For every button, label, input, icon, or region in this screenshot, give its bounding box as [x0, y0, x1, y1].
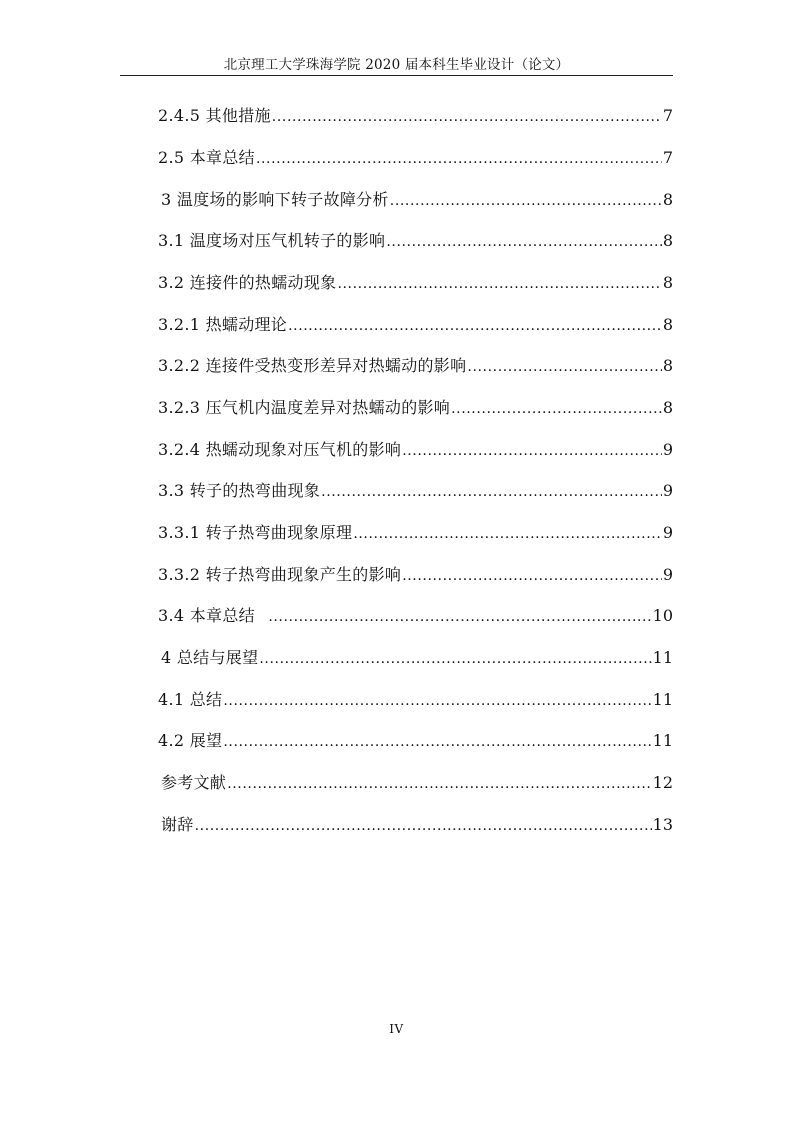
toc-entry[interactable]	[161, 771, 673, 795]
toc-entry-page: 9	[662, 565, 673, 584]
toc-entry[interactable]	[158, 604, 673, 628]
toc-entry-page: 7	[662, 148, 673, 167]
toc-entry-title: 3.2 连接件的热蠕动现象	[158, 273, 337, 292]
toc-entry-page: 8	[662, 273, 673, 292]
toc-dot-leader	[386, 230, 661, 254]
toc-entry-title: 3 温度场的影响下转子故障分析	[161, 190, 389, 209]
toc-dot-leader	[337, 272, 661, 296]
toc-dot-leader	[353, 522, 662, 546]
toc-entry-title: 3.1 温度场对压气机转子的影响	[158, 231, 386, 250]
toc-entry-page: 8	[662, 190, 673, 209]
toc-entry-page: 11	[652, 731, 673, 750]
toc-entry-title: 3.3 转子的热弯曲现象	[158, 481, 321, 500]
toc-dot-leader	[272, 105, 662, 129]
toc-entry-title: 2.4.5 其他措施	[158, 106, 271, 125]
toc-dot-leader	[402, 564, 662, 588]
toc-entry[interactable]	[158, 396, 673, 420]
toc-entry[interactable]	[158, 438, 673, 462]
toc-dot-leader	[268, 605, 651, 629]
toc-entry[interactable]	[161, 813, 673, 837]
toc-entry-title: 4 总结与展望	[161, 648, 259, 667]
toc-entry[interactable]	[158, 688, 673, 712]
toc-dot-leader	[256, 147, 662, 171]
toc-entry-page: 8	[662, 398, 673, 417]
toc-dot-leader	[390, 189, 662, 213]
toc-entry-title: 3.2.4 热蠕动现象对压气机的影响	[158, 440, 402, 459]
toc-entry[interactable]	[158, 563, 673, 587]
toc-entry-page: 8	[662, 315, 673, 334]
toc-entry[interactable]	[158, 729, 673, 753]
toc-dot-leader	[288, 314, 662, 338]
running-header: 北京理工大学珠海学院 2020 届本科生毕业设计（论文）	[223, 57, 570, 73]
toc-dot-leader	[467, 355, 661, 379]
toc-dot-leader	[227, 772, 651, 796]
toc-dot-leader	[321, 480, 662, 504]
toc-entry-title: 3.2.3 压气机内温度差异对热蠕动的影响	[158, 398, 451, 417]
toc-entry-page: 9	[662, 523, 673, 542]
toc-dot-leader	[402, 439, 662, 463]
toc-entry[interactable]	[161, 188, 673, 212]
page-number: IV	[389, 1022, 404, 1036]
toc-entry[interactable]	[158, 354, 673, 378]
toc-entry[interactable]	[161, 646, 673, 670]
toc-entry-title: 4.2 展望	[158, 731, 223, 750]
toc-entry-page: 11	[652, 690, 673, 709]
toc-dot-leader	[223, 689, 651, 713]
toc-entry-page: 12	[652, 773, 673, 792]
toc-entry-title: 3.2.2 连接件受热变形差异对热蠕动的影响	[158, 356, 467, 375]
toc-entry[interactable]	[158, 229, 673, 253]
toc-entry-page: 9	[662, 440, 673, 459]
toc-entry-title: 参考文献	[161, 773, 227, 792]
toc-entry-title: 谢辞	[161, 815, 194, 834]
toc-entry[interactable]	[158, 521, 673, 545]
toc-entry-page: 8	[662, 356, 673, 375]
toc-entry[interactable]	[158, 479, 673, 503]
toc-dot-leader	[451, 397, 662, 421]
toc-entry-title: 4.1 总结	[158, 690, 223, 709]
toc-entry-page: 9	[662, 481, 673, 500]
toc-entry-page: 10	[652, 606, 673, 625]
toc-entry-title: 3.3.2 转子热弯曲现象产生的影响	[158, 565, 402, 584]
toc-entry[interactable]	[158, 104, 673, 128]
toc-entry-page: 13	[652, 815, 673, 834]
toc-dot-leader	[195, 814, 652, 838]
toc-entry-page: 7	[662, 106, 673, 125]
toc-entry-page: 11	[652, 648, 673, 667]
toc-entry-page: 8	[662, 231, 673, 250]
toc-entry-title: 3.3.1 转子热弯曲现象原理	[158, 523, 353, 542]
toc-entry-title: 2.5 本章总结	[158, 148, 255, 167]
toc-entry[interactable]	[158, 313, 673, 337]
toc-dot-leader	[223, 730, 651, 754]
toc-entry-title: 3.2.1 热蠕动理论	[158, 315, 288, 334]
toc-entry-title: 3.4 本章总结	[158, 606, 261, 625]
toc-entry[interactable]	[158, 146, 673, 170]
toc-entry[interactable]	[158, 271, 673, 295]
toc-dot-leader	[259, 647, 651, 671]
